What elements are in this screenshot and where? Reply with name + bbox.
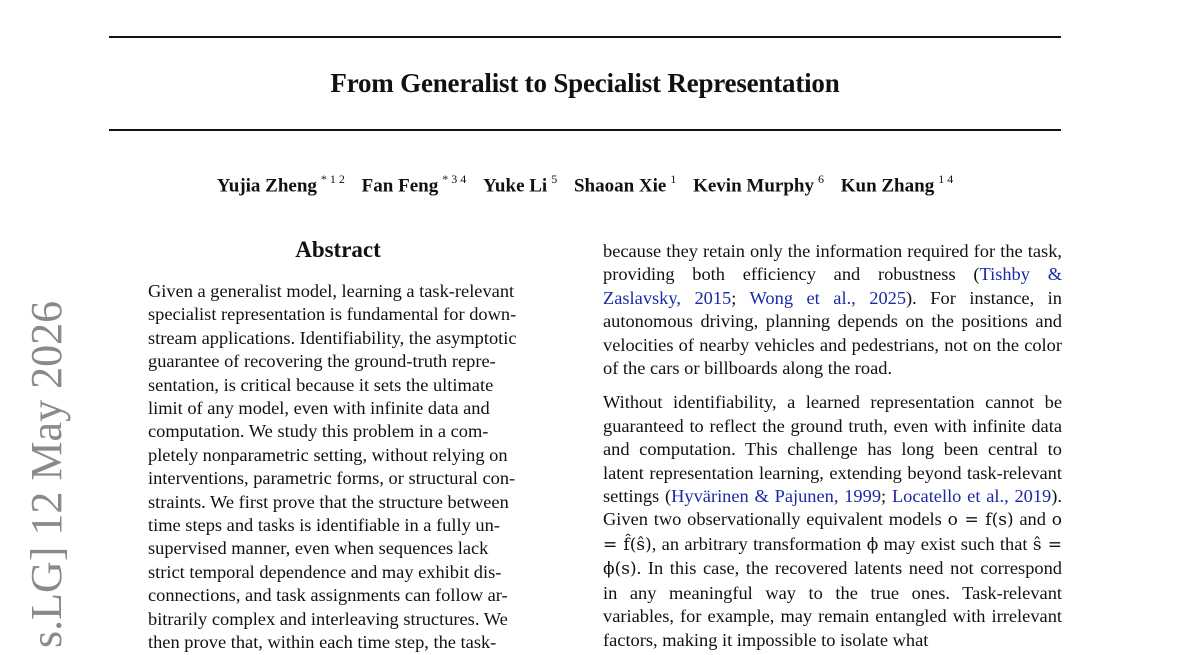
abstract-line: time steps and tasks is identifiable in a fully un- (148, 515, 500, 536)
author (841, 173, 953, 197)
top-rule (109, 36, 1061, 38)
author (693, 173, 824, 197)
author-affiliation: * 3 4 (442, 172, 467, 186)
abstract-line: specialist representation is fundamental for down- (148, 304, 517, 325)
abstract-line: limit of any model, even with infinite data and (148, 398, 490, 419)
author-affiliation: 5 (551, 172, 558, 186)
abstract-line: bitrarily complex and interleaving structures. We (148, 608, 508, 629)
author-name: Kun Zhang (840, 175, 935, 197)
author (574, 173, 676, 197)
author-affiliation: 1 4 (938, 172, 954, 186)
abstract-line: stream applications. Identifiability, the asymptotic (148, 327, 517, 348)
abstract-line: then prove that, within each time step, the task- (148, 632, 497, 653)
paragraph-text: ; (881, 486, 892, 507)
arxiv-watermark: s.LG] 12 May 2026 (22, 300, 71, 648)
title-bottom-rule (109, 129, 1061, 131)
body-paragraph (603, 240, 1062, 380)
abstract-line: supervised manner, even when sequences lack (148, 538, 489, 559)
abstract-line: straints. We first prove that the structure between (148, 491, 509, 512)
citation-link[interactable]: Hyvärinen & Pajunen, 1999 (671, 486, 882, 507)
paragraph-text: , an arbitrary transformation (651, 533, 867, 554)
abstract-line: interventions, parametric forms, or structural con- (148, 468, 516, 489)
paragraph-text: . In this case, the recovered latents need not correspond in any meaningful way to the true ones. Task-relevant variables, for example, may remain entangled with irrelevant factors, making it impossible to isolate what (603, 558, 1062, 650)
author-name: Kevin Murphy (693, 175, 814, 197)
paragraph-text: because they retain only the information required for the task, providing both efficiency and robustness ( (603, 241, 1062, 285)
paragraph-text: ; (731, 287, 750, 308)
math-expression: o = f(s) (947, 510, 1014, 531)
abstract-line: sentation, is critical because it sets the ultimate (148, 374, 494, 395)
citation-link[interactable]: Tishby & Zaslavsky, 2015 (603, 264, 1063, 308)
author-name: Shaoan Xie (573, 175, 667, 197)
author-list (0, 173, 1170, 197)
math-expression: ŝ = ϕ(s) (603, 534, 1062, 580)
author (483, 173, 557, 197)
abstract-line: guarantee of recovering the ground-truth repre- (148, 351, 496, 372)
abstract-line: connections, and task assignments can follow ar- (148, 585, 508, 606)
author-affiliation: 1 (670, 172, 677, 186)
author-affiliation: 6 (817, 172, 824, 186)
abstract-line: pletely nonparametric setting, without relying on (148, 444, 508, 465)
math-expression: o = f̂(ŝ) (603, 510, 1062, 555)
body-column-right (603, 240, 1062, 652)
author (362, 173, 467, 197)
abstract-line: computation. We study this problem in a com- (148, 421, 489, 442)
author-name: Fan Feng (361, 175, 439, 197)
author-name: Yuke Li (482, 175, 548, 197)
paragraph-text: ). For instance, in autonomous driving, planning depends on the positions and velocities of nearby vehicles and pedestrians, not on the color of the cars or billboards along the road. (603, 287, 1062, 379)
citation-link[interactable]: Wong et al., 2025 (749, 287, 907, 308)
abstract-body (148, 280, 529, 655)
paragraph-text: and (1013, 509, 1052, 530)
paragraph-text: may exist such that (878, 533, 1033, 554)
body-paragraph (603, 391, 1062, 651)
paper-title: From Generalist to Specialist Representation (330, 68, 840, 98)
abstract-line: strict temporal dependence and may exhibit dis- (148, 561, 502, 582)
author (217, 173, 345, 197)
author-affiliation: * 1 2 (320, 172, 345, 186)
abstract-line: Given a generalist model, learning a task-relevant (148, 281, 515, 301)
math-expression: ϕ (866, 534, 879, 555)
author-name: Yujia Zheng (216, 175, 317, 197)
paragraph-text: Without identifiability, a learned representation cannot be guaranteed to reflect the ground truth, even with infinite data and computation. This challenge has long been central to latent representation learning, extending beyond task-relevant settings ( (603, 392, 1062, 507)
paragraph-text: ). Given two observationally equivalent models (603, 486, 1062, 530)
citation-link[interactable]: Locatello et al., 2019 (891, 486, 1052, 507)
abstract-heading: Abstract (295, 237, 381, 262)
